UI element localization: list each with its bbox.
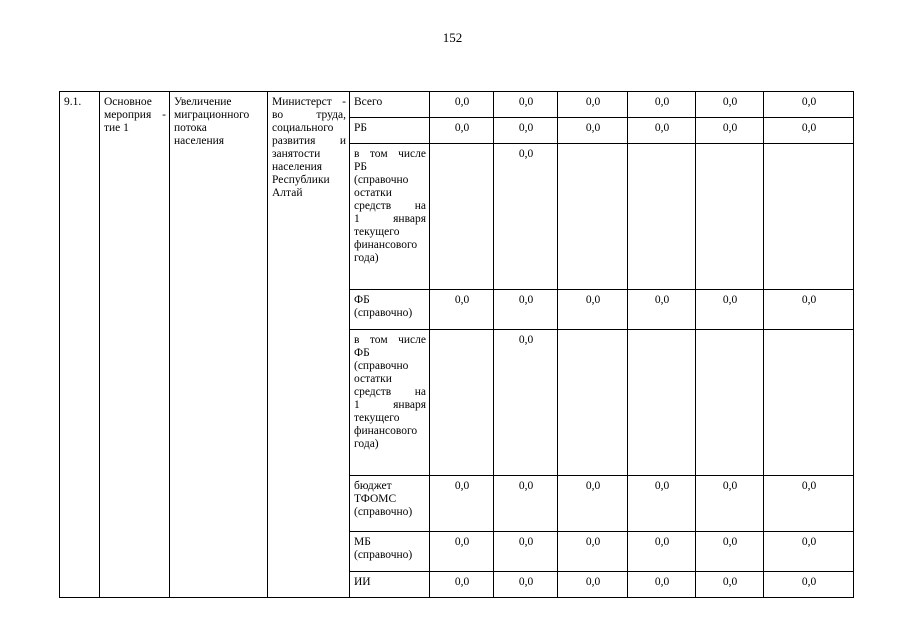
funding-source-label [350,476,430,532]
funding-source-label-line: МБ [354,536,371,548]
value-cell: 0,0 [430,118,494,144]
executor-name-line: Республики [272,174,330,186]
funding-source-label-line: 1 января [354,399,426,411]
funding-source-label [350,92,430,118]
funding-source-label-line: (справочно [354,360,409,372]
funding-source-label-line: РБ [354,122,367,134]
funding-source-label-line: финансового [354,239,418,251]
funding-source-label-line: ФБ [354,294,370,306]
value-cell: 0,0 [430,92,494,118]
financing-table [59,91,854,598]
executor-name-line: развития и [272,135,346,147]
value-cell [430,144,494,290]
value-cell: 0,0 [696,92,764,118]
value-cell: 0,0 [696,572,764,598]
value-cell: 0,0 [558,92,628,118]
value-cell: 0,0 [430,476,494,532]
value-cell: 0,0 [628,476,696,532]
funding-source-label-line: РБ [354,161,367,173]
value-cell: 0,0 [558,572,628,598]
value-cell: 0,0 [558,290,628,330]
page-number: 152 [442,30,463,45]
table-body [60,92,854,598]
value-cell: 0,0 [430,532,494,572]
value-cell: 0,0 [764,290,854,330]
funding-source-label-line: (справочно) [354,506,413,518]
funding-source-label-line: средств на [354,200,426,212]
table-row [60,92,854,118]
executor-name-line: во труда, [272,109,346,121]
funding-source-label-line: текущего [354,226,400,238]
value-cell: 0,0 [628,92,696,118]
funding-source-label-line: в том числе [354,148,426,160]
funding-source-label-line: (справочно) [354,307,413,319]
value-cell [430,330,494,476]
funding-source-label-line: средств на [354,386,426,398]
value-cell [628,330,696,476]
funding-source-label-line: ТФОМС [354,493,397,505]
funding-source-label-line: в том числе [354,334,426,346]
funding-source-label-line: года) [354,252,379,264]
value-cell: 0,0 [764,572,854,598]
funding-source-label-line: ФБ [354,347,370,359]
value-cell: 0,0 [628,532,696,572]
funding-source-label-line: года) [354,438,379,450]
value-cell [696,330,764,476]
funding-source-label-line: 1 января [354,213,426,225]
goal-text-line: миграционного [174,109,250,121]
funding-source-label [350,572,430,598]
executor-name-line: занятости [272,148,321,160]
value-cell: 0,0 [558,476,628,532]
value-cell: 0,0 [628,572,696,598]
event-name-line: мероприя - [104,109,166,121]
funding-source-label-line: (справочно) [354,549,413,561]
value-cell: 0,0 [696,118,764,144]
goal-text-line: Увеличение [174,96,232,108]
value-cell [696,144,764,290]
value-cell: 0,0 [764,92,854,118]
value-cell [558,144,628,290]
event-name-line: тие 1 [104,122,129,134]
value-cell [764,330,854,476]
funding-source-label [350,330,430,476]
funding-source-label [350,290,430,330]
value-cell: 0,0 [628,290,696,330]
value-cell: 0,0 [494,476,558,532]
event-name-line: Основное [104,96,152,108]
funding-source-label-line: остатки [354,373,392,385]
value-cell: 0,0 [764,532,854,572]
funding-source-label-line: текущего [354,412,400,424]
goal-text [170,92,268,598]
funding-source-label-line: финансового [354,425,418,437]
value-cell: 0,0 [558,532,628,572]
funding-source-label [350,532,430,572]
value-cell [764,144,854,290]
executor-name [268,92,350,598]
value-cell [558,330,628,476]
executor-name-line: Министерст - [272,96,346,108]
goal-text-line: населения [174,135,225,147]
value-cell: 0,0 [696,476,764,532]
value-cell: 0,0 [764,118,854,144]
value-cell: 0,0 [628,118,696,144]
value-cell: 0,0 [696,290,764,330]
funding-source-label-line: Всего [354,96,383,108]
value-cell: 0,0 [696,532,764,572]
funding-source-label-line: остатки [354,187,392,199]
value-cell: 0,0 [764,476,854,532]
executor-name-line: социального [272,122,334,134]
funding-source-label-line: (справочно [354,174,409,186]
value-cell: 0,0 [558,118,628,144]
executor-name-line: Алтай [272,187,303,199]
funding-source-label [350,118,430,144]
funding-source-label-line: бюджет [354,480,392,492]
event-name [100,92,170,598]
funding-source-label [350,144,430,290]
value-cell: 0,0 [494,572,558,598]
value-cell: 0,0 [494,92,558,118]
value-cell [628,144,696,290]
value-cell: 0,0 [494,290,558,330]
value-cell: 0,0 [430,290,494,330]
executor-name-line: населения [272,161,323,173]
funding-source-label-line: ИИ [354,576,371,588]
value-cell: 0,0 [430,572,494,598]
value-cell: 0,0 [494,532,558,572]
goal-text-line: потока [174,122,207,134]
row-number: 9.1. [60,92,100,598]
value-cell: 0,0 [494,330,558,476]
value-cell: 0,0 [494,144,558,290]
value-cell: 0,0 [494,118,558,144]
